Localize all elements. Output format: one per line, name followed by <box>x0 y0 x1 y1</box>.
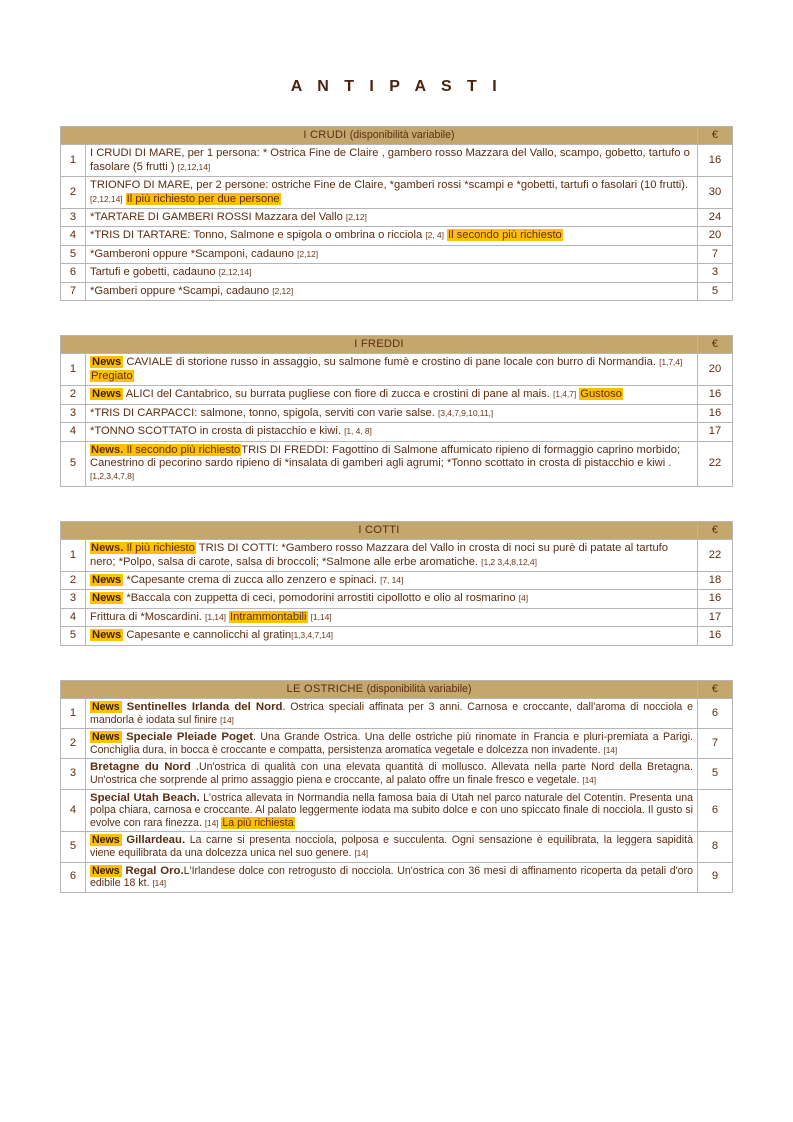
row-description <box>85 282 697 300</box>
row-price: 5 <box>698 282 733 300</box>
news-badge: News <box>92 700 120 713</box>
row-number: 2 <box>61 571 86 589</box>
row-number: 3 <box>60 209 85 227</box>
table-row <box>60 145 732 177</box>
row-price: 7 <box>698 245 733 263</box>
row-text: L'Irlandese dolce con retrogusto di nocciola. Un'ostrica con 36 mesi di affinamento ricoperta da petali d'oro edibile 18 kt. <box>90 864 693 890</box>
table-row <box>61 789 733 832</box>
allergen-ref: [14] <box>582 774 596 785</box>
row-description <box>86 540 698 572</box>
row-price: 5 <box>698 759 733 789</box>
row-description <box>86 354 698 386</box>
row-price: 16 <box>698 145 733 177</box>
spacer-before-ostriche <box>48 646 745 680</box>
row-text: *Gamberi oppure *Scampi, cadauno <box>89 284 273 297</box>
table-row <box>61 627 733 645</box>
allergen-ref: [2, 4] <box>425 230 444 241</box>
section-heading-label: LE OSTRICHE <box>286 682 364 695</box>
section-table-i-freddi <box>60 335 733 487</box>
allergen-ref: [1,3,4,7,14] <box>291 630 333 641</box>
table-row <box>60 282 732 300</box>
row-highlight-tag: La più richiesta <box>222 816 294 829</box>
row-description <box>86 832 698 862</box>
table-row <box>61 590 733 608</box>
table-row <box>61 608 733 626</box>
row-highlight-tag: Il più richiesto per due persone <box>126 192 280 205</box>
row-price: 6 <box>698 789 733 832</box>
allergen-ref: [1,2 3,4,8,12,4] <box>481 556 537 567</box>
row-number: 2 <box>60 177 85 209</box>
row-price: 30 <box>698 177 733 209</box>
row-highlight-tag: Pregiato <box>91 369 133 382</box>
allergen-ref: [2,12,14] <box>218 267 252 278</box>
oyster-name: Gillardeau. <box>126 834 186 847</box>
section-table-le-ostriche <box>60 680 733 893</box>
row-price: 17 <box>698 608 733 626</box>
table-row <box>61 423 733 441</box>
row-number: 7 <box>60 282 85 300</box>
row-text: *TARTARE DI GAMBERI ROSSI Mazzara del Vallo <box>89 211 346 224</box>
table-row <box>61 698 733 728</box>
row-text: *TRIS DI TARTARE: Tonno, Salmone e spigola o ombrina o ricciola <box>89 229 426 242</box>
section-table-i-crudi <box>60 126 733 301</box>
row-number: 1 <box>61 698 86 728</box>
row-highlight-tag <box>90 542 196 554</box>
row-text: Capesante e cannolicchi al gratin <box>123 629 292 642</box>
row-text: *TONNO SCOTTATO in crosta di pistacchio e kiwi. <box>90 425 345 438</box>
row-price: 20 <box>698 227 733 245</box>
row-number: 4 <box>61 608 86 626</box>
row-description <box>85 245 697 263</box>
row-description <box>85 145 697 177</box>
row-number: 4 <box>61 423 86 441</box>
row-text: La carne si presenta nocciola, polposa e succulenta. Ogni sensazione è equilibrata, la leggera sapidità viene equilibrata da una dolcezza unica nel suo genere. <box>90 834 693 859</box>
section-heading-label: I COTTI <box>358 523 400 536</box>
row-text: TRIS DI COTTI: *Gambero rosso Mazzara del Vallo in crosta di noci su purè di patate al tartufo nero; *Polpo, salsa di carote, salsa di broccoli; *Salmone alle erbe aromatiche. <box>90 542 669 568</box>
news-badge: News <box>92 834 120 847</box>
section-heading-i-freddi <box>61 336 698 354</box>
table-row <box>60 177 732 209</box>
row-number: 6 <box>60 264 85 282</box>
row-number: 2 <box>61 729 86 759</box>
news-badge: News <box>92 864 120 877</box>
allergen-ref: [1,4,7] <box>552 389 577 400</box>
table-row <box>61 571 733 589</box>
row-text: I CRUDI DI MARE, per 1 persona: * Ostrica Fine de Claire , gambero rosso Mazzara del Vallo, scampo, gobetto, tartufo o fasolare (5 frutti ) <box>89 147 690 173</box>
row-price: 9 <box>698 862 733 892</box>
oyster-name: Regal Oro. <box>125 864 184 877</box>
row-text: *Gamberoni oppure *Scamponi, cadauno <box>89 247 298 260</box>
allergen-ref: [14] <box>204 817 219 828</box>
row-text: TRIS DI FREDDI: Fagottino di Salmone affumicato ripieno di formaggio caprino morbido; Canestrino di pecorino sardo ripieno di *insalata di gamberi agli agrumi; *Tonno scottato in crosta di pistacchio e kiwi . <box>90 443 681 469</box>
table-row <box>61 386 733 404</box>
row-description <box>85 227 697 245</box>
allergen-ref-secondary: [1,14] <box>310 611 332 622</box>
row-price: 16 <box>698 590 733 608</box>
news-badge: News <box>92 388 122 401</box>
section-header-i-crudi <box>60 127 732 145</box>
allergen-ref: [14] <box>152 878 167 889</box>
allergen-ref: [4] <box>518 593 528 604</box>
page-title: A N T I P A S T I <box>290 78 503 95</box>
row-description <box>86 608 698 626</box>
row-text: Frittura di *Moscardini. <box>90 610 206 623</box>
table-row <box>60 227 732 245</box>
news-badge: News <box>92 356 122 369</box>
row-text: . Una Grande Ostrica. Una delle ostriche più rinomate in Francia e pluri-premiata a Parigi. Conchiglia dura, in bocca è croccante e compatta, persistenza aromatica vegetale e dolcezza non invadente. <box>90 731 693 756</box>
row-description <box>86 441 698 486</box>
row-number: 2 <box>61 386 86 404</box>
table-row <box>61 832 733 862</box>
spacer-before-freddi <box>48 301 745 335</box>
allergen-ref: [14] <box>354 847 369 858</box>
table-row <box>61 862 733 892</box>
row-number: 6 <box>61 862 86 892</box>
section-heading-note: (disponibilità variabile) <box>366 682 472 695</box>
row-highlight-tag <box>90 444 241 456</box>
table-row <box>61 354 733 386</box>
row-number: 1 <box>61 354 86 386</box>
row-description <box>85 209 697 227</box>
row-text: .Un'ostrica di qualità con una elevata quantità di mollusco. Allevata nella parte Nord della Bretagna. Un'ostrica che sorprende al primo assaggio piena e croccante, al palato offre un finale fresco e vegetale. <box>90 761 693 786</box>
section-heading-note: (disponibilità variabile) <box>349 129 455 141</box>
row-highlight-tag: Gustoso <box>580 388 622 401</box>
row-description <box>86 571 698 589</box>
news-badge: News <box>92 592 122 605</box>
row-price: 16 <box>698 627 733 645</box>
oyster-name: Special Utah Beach. <box>90 791 200 804</box>
oyster-name: Bretagne du Nord <box>90 761 191 774</box>
row-description <box>86 862 698 892</box>
table-row <box>60 245 732 263</box>
news-badge: News <box>92 629 122 642</box>
table-row <box>61 404 733 422</box>
row-text: Tartufi e gobetti, cadauno <box>89 266 219 279</box>
row-description <box>86 759 698 789</box>
row-text: *Capesante crema di zucca allo zenzero e spinaci. <box>123 573 381 586</box>
table-row <box>60 209 732 227</box>
allergen-ref: [2,12] <box>297 248 318 259</box>
row-number: 5 <box>61 832 86 862</box>
table-row <box>61 759 733 789</box>
section-heading-label: I CRUDI <box>303 129 347 141</box>
section-heading-i-crudi <box>60 127 697 145</box>
row-text: ALICI del Cantabrico, su burrata pugliese con fiore di zucca e crostini di pane al mais. <box>123 388 553 401</box>
row-description <box>86 627 698 645</box>
row-number: 3 <box>61 759 86 789</box>
row-text: . Ostrica speciali affinata per 3 anni. Carnosa e croccante, dall'aroma di nocciola e mandorla è iodata sul finire <box>90 700 694 726</box>
highlight-text: Il più richiesto <box>123 542 195 555</box>
row-price: 3 <box>698 264 733 282</box>
row-text: *TRIS DI CARPACCI: salmone, tonno, spigola, serviti con varie salse. <box>90 406 438 419</box>
row-price: 22 <box>698 441 733 486</box>
row-price: 17 <box>698 423 733 441</box>
row-number: 1 <box>60 145 85 177</box>
row-price: 22 <box>698 540 733 572</box>
row-text: CAVIALE di storione russo in assaggio, su salmone fumè e crostino di pane locale con burro di Normandia. <box>123 356 660 369</box>
oyster-name: Speciale Pleiade Poget <box>126 731 254 744</box>
allergen-ref: [1, 4, 8] <box>344 426 372 437</box>
price-column-header: € <box>698 521 733 539</box>
table-row <box>61 441 733 486</box>
allergen-ref: [1,7,4] <box>659 357 683 368</box>
price-column-header: € <box>698 336 733 354</box>
allergen-ref: [1,2,3,4,7,8] <box>90 471 135 482</box>
allergen-ref: [3,4,7,9,10,11,] <box>437 407 494 418</box>
allergen-ref: [14] <box>220 714 234 725</box>
row-number: 5 <box>61 441 86 486</box>
section-header-i-freddi <box>61 336 733 354</box>
row-number: 5 <box>60 245 85 263</box>
row-price: 16 <box>698 386 733 404</box>
allergen-ref: [1,14] <box>205 611 226 622</box>
news-badge: News <box>92 731 120 744</box>
section-heading-le-ostriche <box>61 680 698 698</box>
news-label: News. <box>91 542 124 555</box>
row-number: 3 <box>61 404 86 422</box>
allergen-ref: [7, 14] <box>380 574 404 585</box>
row-price: 8 <box>698 832 733 862</box>
news-badge: News <box>92 573 122 586</box>
row-description <box>86 423 698 441</box>
allergen-ref: [2,12,14] <box>177 161 211 172</box>
row-price: 6 <box>698 698 733 728</box>
row-description <box>86 590 698 608</box>
row-number: 3 <box>61 590 86 608</box>
spacer-before-crudi <box>48 96 745 126</box>
row-number: 1 <box>61 540 86 572</box>
allergen-ref: [14] <box>603 744 618 755</box>
price-column-header: € <box>698 680 733 698</box>
row-number: 4 <box>61 789 86 832</box>
row-description <box>86 729 698 759</box>
oyster-name: Sentinelles Irlanda del Nord <box>126 700 283 713</box>
section-heading-label: I FREDDI <box>354 338 404 351</box>
news-label: News. <box>91 443 124 456</box>
row-description <box>86 789 698 832</box>
row-price: 18 <box>698 571 733 589</box>
row-description <box>86 386 698 404</box>
allergen-ref: [2,12,14] <box>89 193 123 204</box>
price-column-header: € <box>698 127 733 145</box>
allergen-ref: [2,12] <box>345 212 367 223</box>
row-text: TRIONFO DI MARE, per 2 persone: ostriche Fine de Claire, *gamberi rossi *scampi e *gobetti, tartufi o fasolari (10 frutti). <box>89 179 689 192</box>
spacer-before-cotti <box>48 487 745 521</box>
table-row <box>60 264 732 282</box>
row-description <box>86 698 698 728</box>
row-price: 24 <box>698 209 733 227</box>
section-table-i-cotti <box>60 521 733 646</box>
row-highlight-tag: Il secondo più richiesto <box>447 229 562 242</box>
row-price: 20 <box>698 354 733 386</box>
table-row <box>61 540 733 572</box>
table-row <box>61 729 733 759</box>
highlight-text: Il secondo più richiesto <box>123 443 241 456</box>
row-description <box>86 404 698 422</box>
row-number: 5 <box>61 627 86 645</box>
row-number: 4 <box>60 227 85 245</box>
row-price: 7 <box>698 729 733 759</box>
section-heading-i-cotti <box>61 521 698 539</box>
row-price: 16 <box>698 404 733 422</box>
section-header-i-cotti <box>61 521 733 539</box>
row-text: L'ostrica allevata in Normandia nella famosa baia di Utah nel parco naturale del Cotentin. Presenta una polpa chiara, carnosa e croccante. Al palato leggermente iodata ma subito dolce e con uno spiccato finale di nocciola. Il gusto si evolve con rara finezza. <box>90 791 693 829</box>
section-header-le-ostriche <box>61 680 733 698</box>
row-description <box>85 177 697 209</box>
allergen-ref: [2,12] <box>272 285 294 296</box>
row-description <box>85 264 697 282</box>
row-highlight-tag: Intrammontabili <box>230 610 307 623</box>
row-text: *Baccala con zuppetta di ceci, pomodorini arrostiti cipollotto e olio al rosmarino <box>123 592 519 605</box>
